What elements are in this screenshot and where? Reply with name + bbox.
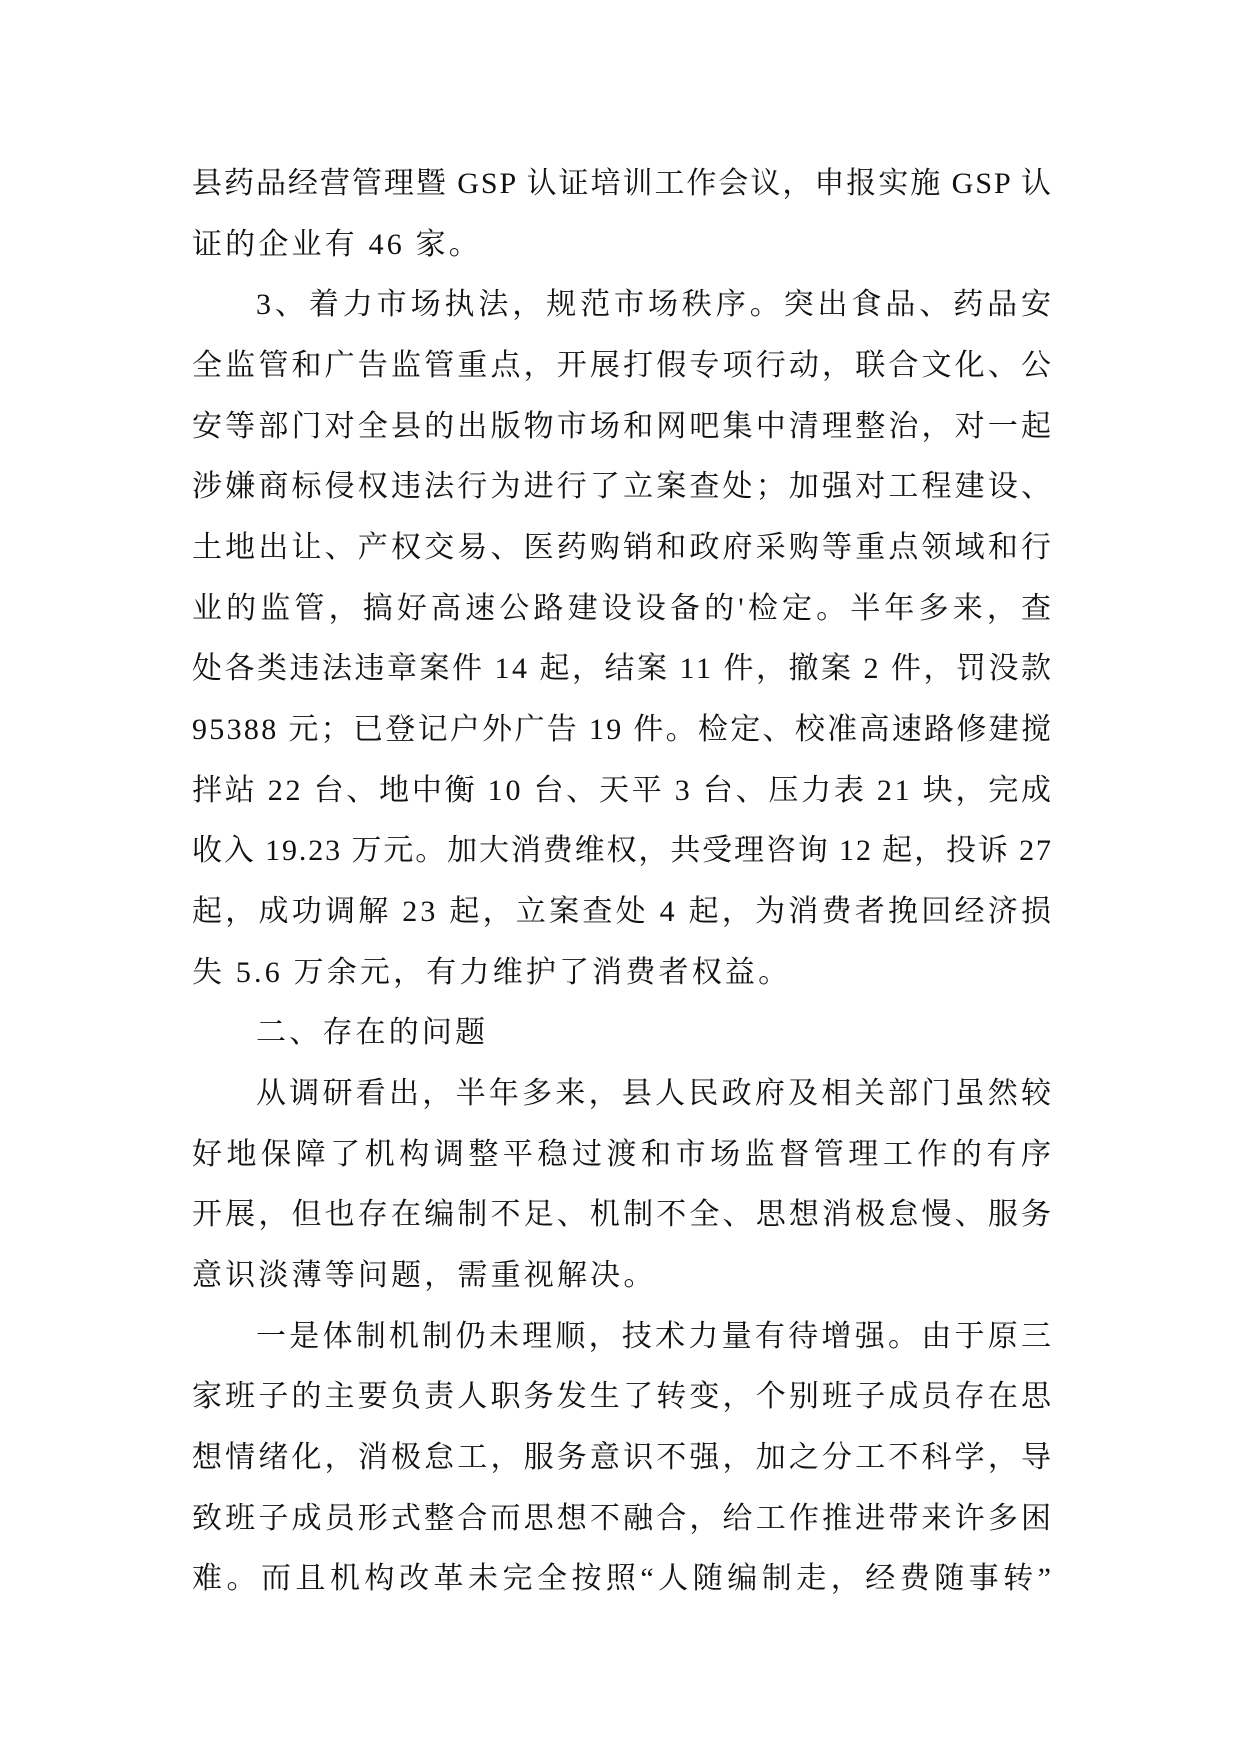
text-line-content: 业的监管，搞好高速公路建设设备的'检定。半年多来，查 bbox=[192, 591, 1056, 625]
text-line-content: 安等部门对全县的出版物市场和网吧集中清理整治，对一起 bbox=[192, 409, 1055, 443]
text-line-content: 全监管和广告监管重点，开展打假专项行动，联合文化、公 bbox=[192, 349, 1055, 382]
text-line bbox=[192, 154, 1051, 215]
text-line bbox=[192, 882, 1055, 943]
text-line bbox=[192, 215, 1051, 276]
text-line-content: 土地出让、产权交易、医药购销和政府采购等重点领域和行 bbox=[192, 531, 1055, 565]
text-line-content: 好地保障了机构调整平稳过渡和市场监督管理工作的有序 bbox=[192, 1137, 1056, 1171]
text-line bbox=[192, 1185, 1055, 1246]
text-line bbox=[192, 639, 1054, 700]
text-line bbox=[192, 1125, 1056, 1186]
text-line-content: 想情绪化，消极怠工，服务意识不强，加之分工不科学，导 bbox=[192, 1441, 1055, 1475]
text-line bbox=[256, 1307, 1055, 1368]
text-line-content: 家班子的主要负责人职务发生了转变，个别班子成员存在思 bbox=[192, 1380, 1055, 1414]
text-line-content: 失 5.6 万余元，有力维护了消费者权益。 bbox=[192, 955, 792, 989]
text-line-content: 县药品经营管理暨 GSP 认证培训工作会议，申报实施 GSP 认 bbox=[192, 167, 1053, 200]
text-line-content: 意识淡薄等问题，需重视解决。 bbox=[192, 1259, 657, 1293]
text-line-content: 一是体制机制仍未理顺，技术力量有待增强。由于原三 bbox=[256, 1319, 1055, 1353]
text-line-content: 从调研看出，半年多来，县人民政府及相关部门虽然较 bbox=[256, 1077, 1055, 1111]
text-line-content: 拌站 22 台、地中衡 10 台、天平 3 台、压力表 21 块，完成 bbox=[192, 773, 1054, 807]
text-line bbox=[192, 1367, 1055, 1428]
text-line-content: 收入 19.23 万元。加大消费维权，共受理咨询 12 起，投诉 27 bbox=[192, 834, 1053, 868]
text-line bbox=[192, 943, 1051, 1004]
text-line bbox=[192, 761, 1054, 822]
text-line-content: 致班子成员形式整合而思想不融合，给工作推进带来许多困 bbox=[192, 1501, 1055, 1535]
text-line bbox=[192, 457, 1055, 518]
text-line-content: 处各类违法违章案件 14 起，结案 11 件，撤案 2 件，罚没款 bbox=[192, 652, 1054, 686]
text-line bbox=[256, 275, 1055, 336]
text-line-content: 难。而且机构改革未完全按照“人随编制走，经费随事转” bbox=[192, 1562, 1056, 1596]
text-line bbox=[192, 336, 1055, 397]
text-line-content: 二、存在的问题 bbox=[256, 1016, 489, 1050]
text-line-content: 涉嫌商标侵权违法行为进行了立案查处；加强对工程建设、 bbox=[192, 470, 1055, 504]
text-line bbox=[192, 1246, 1051, 1307]
text-line bbox=[192, 1428, 1055, 1489]
text-line-content: 起，成功调解 23 起，立案查处 4 起，为消费者挽回经济损 bbox=[192, 895, 1055, 929]
text-line bbox=[256, 1003, 1051, 1064]
text-line bbox=[256, 1064, 1055, 1125]
text-line bbox=[192, 1489, 1055, 1550]
text-line bbox=[192, 821, 1051, 882]
text-line bbox=[192, 397, 1055, 458]
text-line-content: 3、着力市场执法，规范市场秩序。突出食品、药品安 bbox=[256, 288, 1055, 322]
text-line-content: 95388 元；已登记户外广告 19 件。检定、校准高速路修建搅 bbox=[192, 713, 1054, 747]
text-line-content: 开展，但也存在编制不足、机制不全、思想消极怠慢、服务 bbox=[192, 1198, 1055, 1232]
text-line-content: 证的企业有 46 家。 bbox=[192, 227, 482, 261]
text-line bbox=[192, 518, 1055, 579]
text-line bbox=[192, 700, 1054, 761]
text-line bbox=[192, 579, 1056, 640]
text-line bbox=[192, 1549, 1056, 1610]
